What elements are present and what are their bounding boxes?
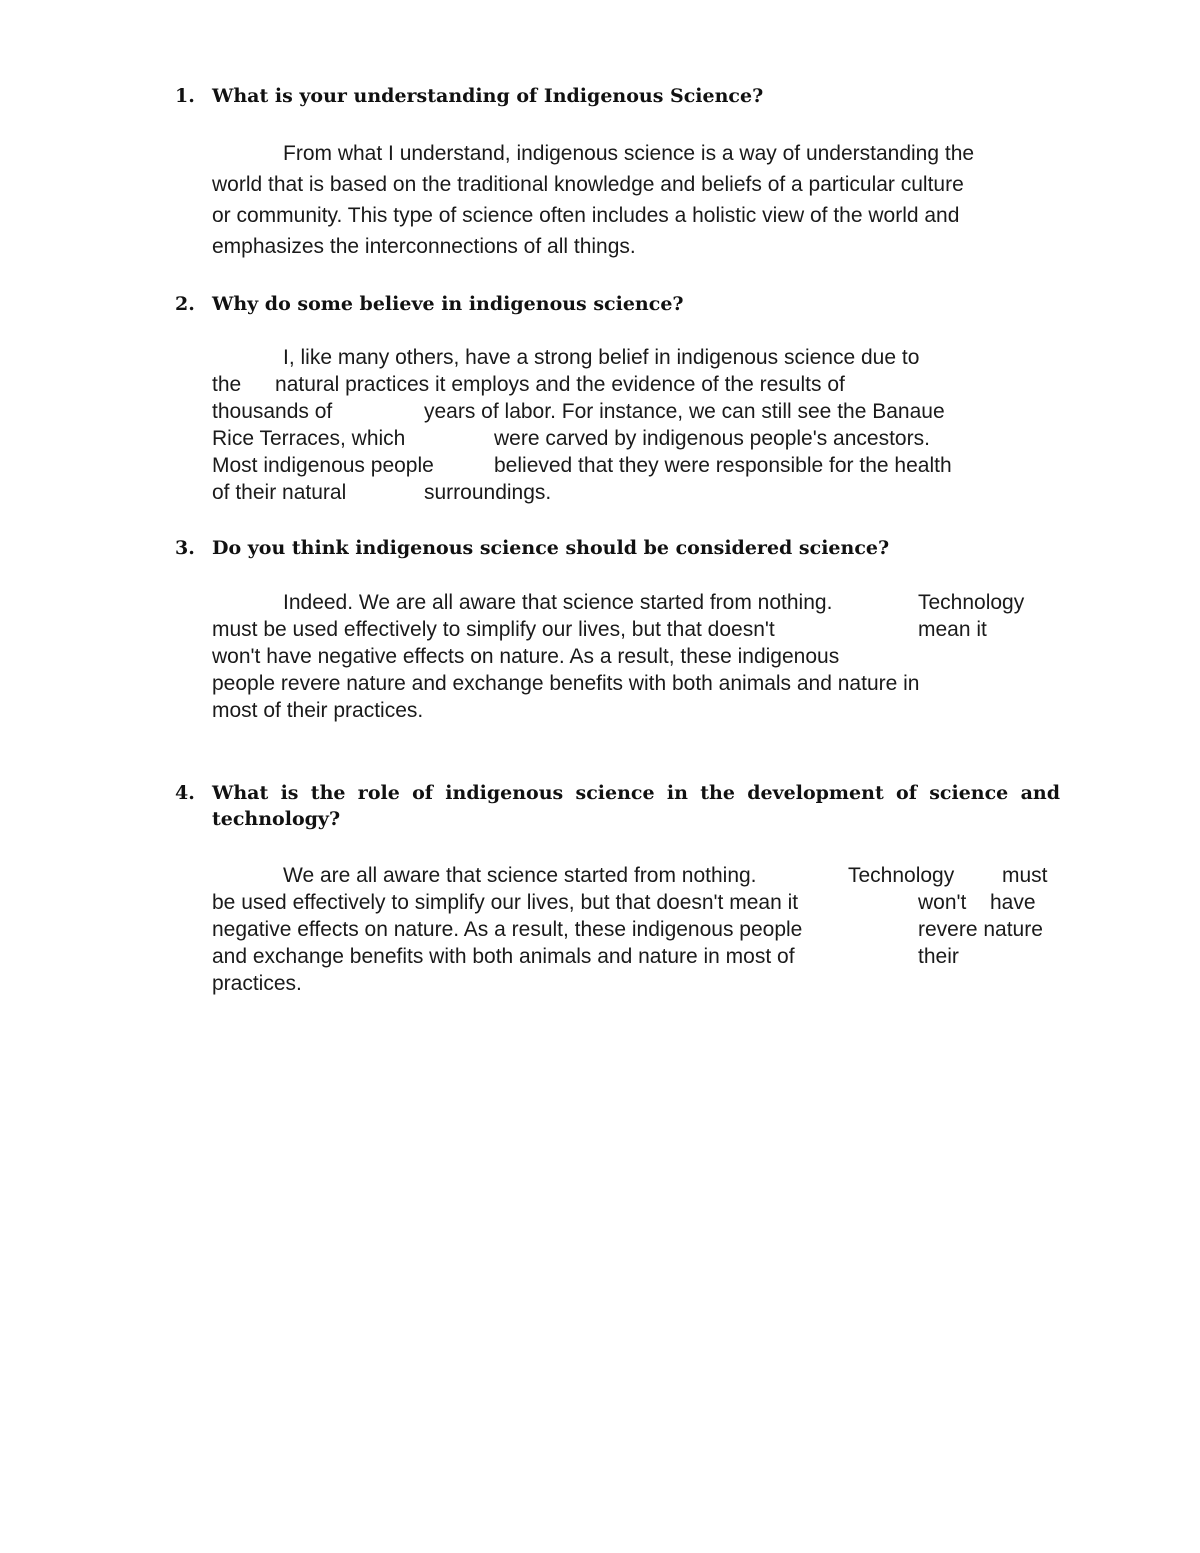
word: negative [317, 645, 398, 668]
text-segment: negative effects on nature. As a result, these indigenous people [212, 918, 803, 941]
text-segment: won't [918, 891, 967, 914]
text-segment: must be used effectively to simplify our lives, but that doesn't [212, 618, 775, 641]
text-segment: Technology [918, 591, 1025, 614]
answer-1 [212, 138, 1060, 262]
text-segment: their [918, 945, 959, 968]
word: in [654, 346, 671, 369]
word: the [212, 373, 242, 396]
question-title: What is the role of indigenous science in the development of science and technology? [212, 782, 1060, 830]
text-segment: revere nature [918, 918, 1043, 941]
answer-line [212, 589, 1046, 616]
question-number: 2. [175, 293, 195, 315]
word: results [759, 373, 822, 396]
word: strong [534, 346, 593, 369]
word: many [337, 346, 390, 369]
question-title: Why do some believe in indigenous science? [212, 293, 684, 315]
word: these [680, 645, 732, 668]
text-segment: years of labor. For instance, we can still see the Banaue [424, 400, 945, 423]
question-number: 1. [175, 85, 195, 107]
text-segment: Rice Terraces, which [212, 427, 406, 450]
answer-line [212, 889, 1060, 916]
question-title: Do you think indigenous science should be considered science? [212, 537, 890, 559]
word: I, [283, 346, 295, 369]
word: like [300, 346, 333, 369]
answer-line: or community. This type of science often includes a holistic view of the world and [212, 204, 960, 227]
answer-line [212, 344, 1046, 371]
question-number: 3. [175, 537, 195, 559]
word: it [434, 373, 446, 396]
word: have [465, 346, 511, 369]
answer-line: world that is based on the traditional knowledge and beliefs of a particular culture [212, 173, 964, 196]
text-segment: Indeed. We are all aware that science started from nothing. [283, 591, 833, 614]
answer-line: most of their practices. [212, 699, 424, 722]
question-3 [175, 535, 1060, 561]
word: of [701, 373, 719, 396]
answer-line [212, 479, 1046, 506]
answer-2 [212, 344, 1046, 506]
question-1 [175, 83, 1060, 109]
answer-line: emphasizes the interconnections of all things. [212, 235, 636, 258]
word: the [576, 373, 606, 396]
text-segment: thousands of [212, 400, 333, 423]
word: of [827, 373, 845, 396]
word: As [569, 645, 594, 668]
text-segment: were carved by indigenous people's ancestors. [494, 427, 930, 450]
text-segment: surroundings. [424, 481, 552, 504]
word: practices [345, 373, 430, 396]
text-segment: Technology [848, 864, 955, 887]
answer-line [212, 398, 1046, 425]
word: and [535, 373, 571, 396]
word: result, [617, 645, 675, 668]
answer-4 [212, 862, 1060, 997]
answer-line: people revere nature and exchange benefits with both animals and nature in [212, 672, 920, 695]
word: to [901, 346, 920, 369]
text-segment: be used effectively to simplify our lives, but that doesn't mean it [212, 891, 799, 914]
answer-line [212, 943, 1060, 970]
answer-line [212, 862, 1060, 889]
word: a [599, 645, 612, 668]
question-4 [175, 780, 1060, 832]
word: indigenous [676, 346, 779, 369]
word: others, [395, 346, 460, 369]
word: belief [598, 346, 649, 369]
word: effects [402, 645, 465, 668]
word: indigenous [737, 645, 840, 668]
answer-line: practices. [212, 972, 302, 995]
word: on [470, 645, 494, 668]
question-2 [175, 291, 1060, 317]
word: science [783, 346, 856, 369]
word: a [516, 346, 529, 369]
word: won't [212, 645, 261, 668]
answer-line: From what I understand, indigenous science is a way of understanding the [283, 142, 975, 165]
word: the [724, 373, 754, 396]
text-segment: We are all aware that science started from nothing. [283, 864, 757, 887]
text-segment: and exchange benefits with both animals and nature in most of [212, 945, 795, 968]
text-segment: Most indigenous people [212, 454, 434, 477]
word: due [861, 346, 897, 369]
question-number: 4. [175, 782, 195, 804]
word: evidence [611, 373, 696, 396]
word: natural [275, 373, 340, 396]
text-segment: must [1002, 864, 1048, 887]
question-title: What is your understanding of Indigenous Science? [212, 85, 764, 107]
text-segment: mean it [918, 618, 987, 641]
answer-line [212, 371, 1046, 398]
answer-3 [212, 589, 1046, 724]
word: have [266, 645, 312, 668]
answer-line [212, 616, 1046, 643]
text-segment: believed that they were responsible for the health [494, 454, 952, 477]
answer-line [212, 643, 1046, 670]
answer-line [212, 452, 1046, 479]
answer-line [212, 916, 1060, 943]
text-segment: have [990, 891, 1036, 914]
text-segment: of their natural [212, 481, 347, 504]
answer-line [212, 425, 1046, 452]
word: nature. [499, 645, 565, 668]
word: employs [451, 373, 530, 396]
